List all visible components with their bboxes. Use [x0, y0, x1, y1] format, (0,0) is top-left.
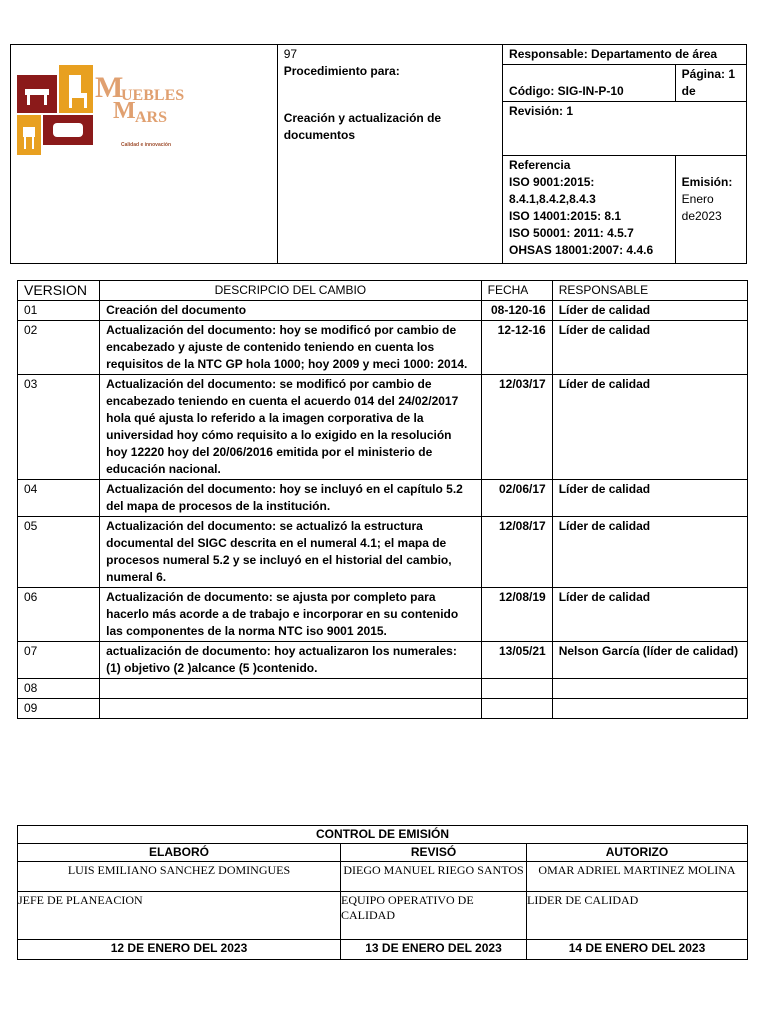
code-cell: Código: SIG-IN-P-10 — [503, 65, 676, 102]
responsible-cell: Responsable: Departamento de área — [503, 45, 747, 65]
version-cell: 01 — [18, 301, 100, 321]
logo-square-sofa-icon — [43, 115, 93, 145]
table-row — [18, 517, 748, 588]
version-cell: 08 — [18, 679, 100, 699]
column-header-date: FECHA — [481, 281, 552, 301]
procedure-cell — [277, 45, 502, 264]
column-header-responsible: RESPONSABLE — [552, 281, 747, 301]
table-row — [18, 375, 748, 480]
responsible-cell — [552, 699, 747, 719]
date-cell: 12-12-16 — [481, 321, 552, 375]
description-cell — [100, 679, 482, 699]
name-elaboro: LUIS EMILIANO SANCHEZ DOMINGUES — [18, 862, 341, 892]
version-cell: 07 — [18, 642, 100, 679]
version-cell: 03 — [18, 375, 100, 480]
date-cell — [481, 699, 552, 719]
responsible-cell — [552, 679, 747, 699]
date-cell — [481, 679, 552, 699]
company-logo — [17, 57, 217, 157]
logo-square-stool-icon — [17, 115, 41, 155]
logo-word-2: ARS — [135, 109, 168, 126]
date-cell: 13/05/21 — [481, 642, 552, 679]
description-cell: Actualización del documento: se actualizó la estructura documental del SIGC descrita en el numeral 4.1; el mapa de procesos numeral 5.2 y se incluyó en el historial del cambio, numeral 6. — [100, 517, 482, 588]
responsible-cell: Líder de calidad — [552, 375, 747, 480]
responsible-cell: Líder de calidad — [552, 321, 747, 375]
procedure-number: 97 — [283, 47, 298, 61]
reference-line: ISO 14001:2015: 8.1 — [509, 209, 622, 223]
logo-cell — [11, 45, 278, 264]
column-header-version: VERSION — [18, 281, 100, 301]
description-cell: Actualización de documento: se ajusta por completo para hacerlo más acorde a de trabajo e incorporar en su contenido las componentes de la norma NTC iso 9001 2015. — [100, 588, 482, 642]
description-cell: Actualización del documento: se modificó por cambio de encabezado teniendo en cuenta el acuerdo 014 del 24/02/2017 hola qué ajusta lo referido a la imagen corporativa de la universidad hoy cómo requisito a lo exigido en la resolución hoy 12220 hoy del 20/06/2016 emitida por el ministerio de educación nacional. — [100, 375, 482, 480]
responsible-cell: Líder de calidad — [552, 480, 747, 517]
version-cell: 06 — [18, 588, 100, 642]
date-cell: 12/08/19 — [481, 588, 552, 642]
reference-line: ISO 50001: 2011: 4.5.7 — [509, 226, 634, 240]
logo-square-table-icon — [17, 75, 57, 113]
emission-cell — [675, 156, 746, 264]
responsible-cell: Líder de calidad — [552, 517, 747, 588]
date-elaboro: 12 DE ENERO DEL 2023 — [18, 940, 341, 960]
table-row — [18, 642, 748, 679]
table-row — [18, 321, 748, 375]
header-elaboro: ELABORÓ — [18, 844, 341, 862]
role-autorizo: LIDER DE CALIDAD — [527, 892, 748, 940]
column-header-description: DESCRIPCIO DEL CAMBIO — [100, 281, 482, 301]
version-cell: 04 — [18, 480, 100, 517]
name-reviso: DIEGO MANUEL RIEGO SANTOS — [341, 862, 527, 892]
procedure-label: Procedimiento para: — [283, 64, 400, 78]
table-row — [18, 699, 748, 719]
date-cell: 12/03/17 — [481, 375, 552, 480]
version-cell: 09 — [18, 699, 100, 719]
responsible-cell: Líder de calidad — [552, 588, 747, 642]
revision-cell: Revisión: 1 — [503, 102, 747, 156]
logo-tagline: Calidad e innovación — [121, 142, 172, 148]
table-row — [18, 480, 748, 517]
responsible-cell: Líder de calidad — [552, 301, 747, 321]
name-autorizo: OMAR ADRIEL MARTINEZ MOLINA — [527, 862, 748, 892]
header-reviso: REVISÓ — [341, 844, 527, 862]
table-row — [18, 679, 748, 699]
date-reviso: 13 DE ENERO DEL 2023 — [341, 940, 527, 960]
version-cell: 02 — [18, 321, 100, 375]
document-header-table — [10, 44, 747, 264]
date-autorizo: 14 DE ENERO DEL 2023 — [527, 940, 748, 960]
logo-initial-2: M — [113, 98, 136, 124]
procedure-title: Creación y actualización de documentos — [283, 111, 442, 142]
emission-control-table — [17, 825, 748, 960]
description-cell: Creación del documento — [100, 301, 482, 321]
table-row — [18, 588, 748, 642]
date-cell: 12/08/17 — [481, 517, 552, 588]
description-cell — [100, 699, 482, 719]
emission-label: Emisión: — [681, 175, 733, 189]
header-autorizo: AUTORIZO — [527, 844, 748, 862]
role-reviso: EQUIPO OPERATIVO DE CALIDAD — [341, 892, 527, 940]
date-cell: 02/06/17 — [481, 480, 552, 517]
reference-line: OHSAS 18001:2007: 4.4.6 — [509, 243, 654, 257]
table-row — [18, 301, 748, 321]
description-cell: actualización de documento: hoy actualizaron los numerales: (1) objetivo (2 )alcance (5 )contenido. — [100, 642, 482, 679]
version-cell: 05 — [18, 517, 100, 588]
description-cell: Actualización del documento: hoy se modificó por cambio de encabezado y ajuste de contenido teniendo en cuenta los requisitos de la NTC GP hola 1000; hoy 2009 y meci 1000: 2014. — [100, 321, 482, 375]
responsible-cell: Nelson García (líder de calidad) — [552, 642, 747, 679]
logo-word-1: UEBLES — [121, 87, 185, 104]
reference-line: 8.4.1,8.4.2,8.4.3 — [509, 192, 596, 206]
role-elaboro: JEFE DE PLANEACION — [18, 892, 341, 940]
version-history-table — [17, 280, 748, 719]
page-cell: Página: 1 de — [675, 65, 746, 102]
logo-square-chair-icon — [59, 65, 93, 113]
reference-line: ISO 9001:2015: — [509, 175, 595, 189]
emission-value: Enero de2023 — [681, 192, 722, 223]
logo-initial-1: M — [95, 71, 124, 104]
version-table-header — [18, 281, 748, 301]
description-cell: Actualización del documento: hoy se incluyó en el capítulo 5.2 del mapa de procesos de la institución. — [100, 480, 482, 517]
reference-cell — [503, 156, 676, 264]
date-cell: 08-120-16 — [481, 301, 552, 321]
control-title: CONTROL DE EMISIÓN — [18, 826, 748, 844]
reference-label: Referencia — [509, 158, 571, 172]
